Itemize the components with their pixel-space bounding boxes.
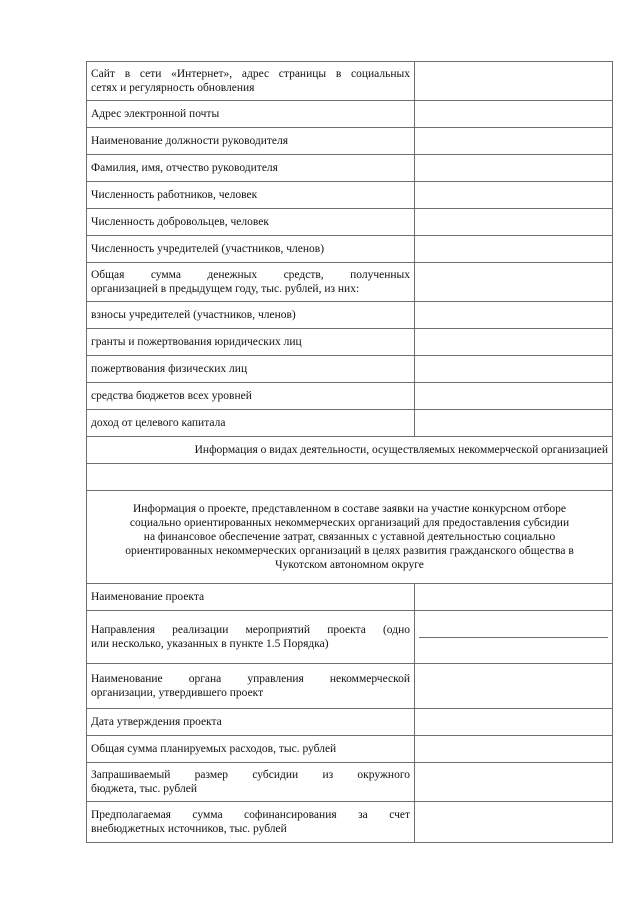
value-individual-donations[interactable]: [415, 356, 613, 383]
row-activities-value: [87, 464, 613, 491]
value-website[interactable]: [415, 62, 613, 101]
label-budget-funds: средства бюджетов всех уровней: [87, 383, 415, 410]
value-founders[interactable]: [415, 236, 613, 263]
label-founders: Численность учредителей (участников, членов): [87, 236, 415, 263]
value-volunteers[interactable]: [415, 209, 613, 236]
label-volunteers: Численность добровольцев, человек: [87, 209, 415, 236]
label-total-costs: Общая сумма планируемых расходов, тыс. рублей: [87, 736, 415, 763]
row-legal-grants: [87, 329, 613, 356]
value-head-name[interactable]: [415, 155, 613, 182]
label-line: Общая сумма денежных средств, полученных: [91, 269, 410, 281]
label-total-funds: [87, 263, 415, 302]
value-subsidy[interactable]: [415, 763, 613, 802]
row-project-directions: [87, 611, 613, 664]
row-activities-heading: [87, 437, 613, 464]
label-line: сетях и регулярность обновления: [91, 82, 255, 94]
label-line: Направления реализации мероприятий проекта (одно: [91, 624, 410, 636]
value-head-position[interactable]: [415, 128, 613, 155]
project-heading-line: Информация о проекте, представленном в составе заявки на участие конкурсном отборе: [132, 503, 567, 515]
label-employees: Численность работников, человек: [87, 182, 415, 209]
label-line: внебюджетных источников, тыс. рублей: [91, 823, 287, 835]
value-founders-contributions[interactable]: [415, 302, 613, 329]
value-project-name[interactable]: [415, 584, 613, 611]
value-cofinancing[interactable]: [415, 802, 613, 843]
label-head-name: Фамилия, имя, отчество руководителя: [87, 155, 415, 182]
value-budget-funds[interactable]: [415, 383, 613, 410]
row-individual-donations: [87, 356, 613, 383]
value-employees[interactable]: [415, 182, 613, 209]
project-heading: [87, 491, 613, 584]
row-subsidy: [87, 763, 613, 802]
row-website: [87, 62, 613, 101]
label-individual-donations: пожертвования физических лиц: [87, 356, 415, 383]
row-project-name: [87, 584, 613, 611]
row-total-costs: [87, 736, 613, 763]
label-cofinancing: [87, 802, 415, 843]
row-volunteers: [87, 209, 613, 236]
row-head-position: [87, 128, 613, 155]
label-website: [87, 62, 415, 101]
value-project-directions-2[interactable]: [419, 638, 608, 663]
label-head-position: Наименование должности руководителя: [87, 128, 415, 155]
label-subsidy: [87, 763, 415, 802]
row-founders: [87, 236, 613, 263]
value-project-authority[interactable]: [415, 664, 613, 709]
value-legal-grants[interactable]: [415, 329, 613, 356]
value-endowment-income[interactable]: [415, 410, 613, 437]
label-line: организацией в предыдущем году, тыс. рублей, из них:: [91, 283, 360, 295]
value-activities[interactable]: [87, 464, 613, 491]
row-head-name: [87, 155, 613, 182]
row-email: [87, 101, 613, 128]
label-project-authority: [87, 664, 415, 709]
document-page: [86, 61, 608, 843]
project-heading-line: социально ориентированных некоммерческих организаций для предоставления субсидии: [129, 517, 570, 529]
project-heading-line: на финансовое обеспечение затрат, связанных с уставной деятельностью социально: [143, 531, 556, 543]
label-project-name: Наименование проекта: [87, 584, 415, 611]
label-legal-grants: гранты и пожертвования юридических лиц: [87, 329, 415, 356]
project-heading-line: ориентированных некоммерческих организаций в целях развития гражданского общества в: [125, 545, 574, 557]
row-total-funds: [87, 263, 613, 302]
label-line: Сайт в сети «Интернет», адрес страницы в социальных: [91, 68, 410, 80]
label-project-directions: [87, 611, 415, 664]
value-total-funds[interactable]: [415, 263, 613, 302]
label-endowment-income: доход от целевого капитала: [87, 410, 415, 437]
row-cofinancing: [87, 802, 613, 843]
row-employees: [87, 182, 613, 209]
label-line: Предполагаемая сумма софинансирования за счет: [91, 809, 410, 821]
row-budget-funds: [87, 383, 613, 410]
label-line: организации, утвердившего проект: [91, 687, 264, 699]
activities-heading: Информация о видах деятельности, осуществляемых некоммерческой организацией: [87, 437, 613, 464]
value-total-costs[interactable]: [415, 736, 613, 763]
value-project-directions: [415, 611, 613, 664]
row-approval-date: [87, 709, 613, 736]
label-line: Наименование органа управления некоммерческой: [91, 673, 410, 685]
label-line: или несколько, указанных в пункте 1.5 Порядка): [91, 638, 329, 650]
row-project-authority: [87, 664, 613, 709]
row-endowment-income: [87, 410, 613, 437]
label-email: Адрес электронной почты: [87, 101, 415, 128]
row-project-heading: [87, 491, 613, 584]
project-heading-line: Чукотском автономном округе: [275, 559, 424, 571]
label-line: бюджета, тыс. рублей: [91, 783, 197, 795]
value-approval-date[interactable]: [415, 709, 613, 736]
application-form-table: [86, 61, 613, 843]
label-approval-date: Дата утверждения проекта: [87, 709, 415, 736]
label-founders-contributions: взносы учредителей (участников, членов): [87, 302, 415, 329]
value-project-directions-1[interactable]: [419, 611, 608, 638]
value-email[interactable]: [415, 101, 613, 128]
label-line: Запрашиваемый размер субсидии из окружного: [91, 769, 410, 781]
row-founders-contributions: [87, 302, 613, 329]
